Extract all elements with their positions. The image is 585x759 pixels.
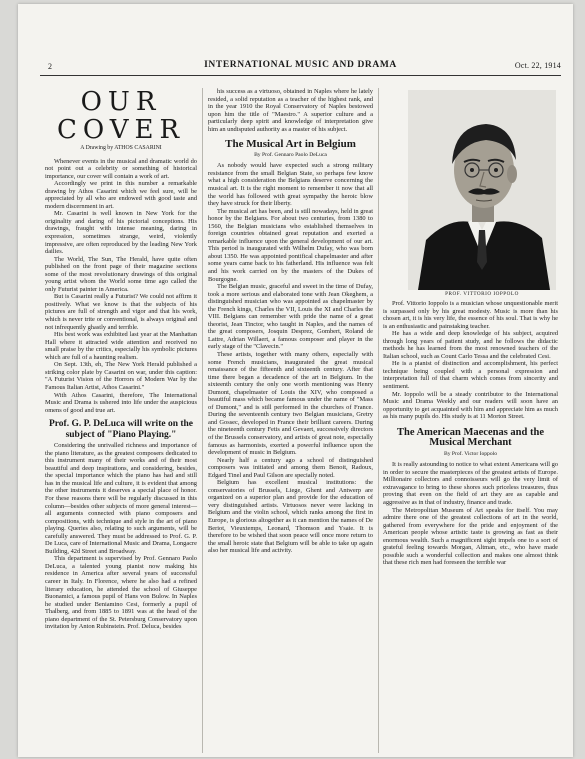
maecenas-paragraph: The Metropolitan Museum of Art speaks for itself. You may admire there one of the greatest collections of art in the world, gathered from everywhere for the pride and enjoyment of the American people whose artistic taste is growing as fast as their enormous wealth. Such a magnificent sight impels one to a sort of grateful feeling towards Morgan, Altman, etc., who have made possible such a wonderful collection and makes one almost think that these rich men had foreseen the terrible war	[383, 506, 558, 567]
belgium-paragraph: The Belgian music, graceful and sweet in the time of Dufay, took a more serious and elaborated tone with Jean Okeghem, a distinguished musician who was appointed as chapelmaster by the French kings, Charles the VII, Louis the XI and Charles the VIII. Belgians can remember with pride the name of a great theorist, Jean Tinctor, who taught in Naples, and the names of the great composers, Josquin Desprez, Gombert, Roland de Lattre, Adrian Willaert, a famous composer and player in the early stage of the "Clavecin."	[208, 283, 373, 351]
portrait-illustration	[408, 90, 556, 290]
cover-paragraph: Accordingly we print in this number a remarkable drawing by Athos Casarini which we feel sure, will be appreciated by all who are endowed with good taste and modern discernment in art.	[45, 180, 197, 210]
cover-byline: A Drawing by ATHOS CASARINI	[80, 145, 162, 151]
cover-paragraph: The World, The Sun, The Herald, have quite often published on the front page of their magazine sections some of the most revolutionary drawings of this original young artist whom the World some time ago called the only Futurist painter in America.	[45, 255, 197, 293]
cover-paragraph: But is Casarini really a Futurist? We could not affirm it positively. What we know is that the subjects of his pictures are full of strength and vigor and that his work, which is never trite or conventional, is always original and not infrequently ghastly and terrible.	[45, 293, 197, 331]
cover-paragraph: Mr. Casarini is well known in New York for the originality and daring of his pictorial conceptions. His drawings, fraught with intense meaning, daring in expression, sometimes strange, weird, violently impressive, are often reproduced by the leading New York dailies.	[45, 210, 197, 256]
cover-paragraph: With Athos Casarini, therefore, The International Music and Drama is ushered into life under the auspicious omens of good and true art.	[45, 391, 197, 414]
column-middle	[208, 88, 373, 555]
belgium-heading: The Musical Art in Belgium	[225, 138, 356, 151]
deluca-continued: his success as a virtuoso, obtained in Naples where he lately resided, a solid reputation as a teacher of the highest rank, and in the year 1910 the Royal Conservatory of Naples bestowed upon him the title of "Maestro." A superior culture and a particularly deep spirit and knowledge of interpretation give him an undisputed authority as a master of his subject.	[208, 88, 373, 133]
column-divider	[378, 88, 379, 753]
page-number: 2	[48, 62, 53, 71]
belgium-paragraph: Belgium has excellent musical institutions: the conservatories of Brussels, Liege, Ghent and Antwerp are organized on a superior plan and provide for the education of very distinguished artists. Virtuosos never were lacking in Belgium and the violin school, which ranks among the first in Europe, is glorious altogether as it can mention the names of De Beriot, Vieuxtemps, Leonard, Thomson and Ysaie. It is therefore to be wished that soon peace will once more return to the small heroic state that Belgium will be able to take up again also her musical life and activity.	[208, 479, 373, 555]
deluca-heading: Prof. G. P. DeLuca will write on the subject of "Piano Playing."	[48, 419, 194, 440]
column-divider	[202, 88, 203, 753]
deluca-paragraph: This department is supervised by Prof. Gennaro Paolo DeLuca, a talented young pianist now making his residence in America after several years of successful career in Italy. In Florence, where he also had a refined literary education, he attended the school of Giuseppe Buonamici, a famous pupil of Hans von Bulow. In Naples he studied under Beniamino Cesi, formerly a pupil of Thalberg, and from 1885 to 1891 was at the head of the piano department of the St. Petersburg Conservatory upon invitation by Anton Rubinstein. Prof. Deluca, besides	[45, 555, 197, 631]
maecenas-byline: By Prof. Victor Ioppolo	[443, 450, 497, 457]
cover-paragraph: Whenever events in the musical and dramatic world do not point out a celebrity or something of historical importance, our cover will contain a work of art.	[45, 157, 197, 180]
ioppolo-paragraph: Mr. Ioppolo will be a steady contributor to the International Music and Drama Weekly and our readers will soon have an opportunity to get acquainted with him and appreciate him as much as his many pupils do. His study is at 11 Morton Street.	[383, 390, 558, 421]
header-rule	[40, 75, 561, 76]
belgium-paragraph: The musical art has been, and is still nowadays, held in great honor by the Belgians. For about two centuries, from 1380 to 1560, the Belgian musicians who established themselves in foreign countries obtained great reputation and exerted a remarkable influence upon the general development of our art. This period is inaugurated with Wilhelm Dufay, who was born about 1350. He was appointed pontifical chapelmaster and after some years came back to his fatherland. His influence was felt and his work carried on by the masters of the Dukes of Bourgogne.	[208, 207, 373, 283]
publication-title: INTERNATIONAL MUSIC AND DRAMA	[204, 60, 397, 70]
ioppolo-paragraph: He is a pianist of distinction and accomplishment, his perfect technique being coupled with a personal expression and interpretation full of that charm which comes from sincerity and sentiment.	[383, 360, 558, 391]
cover-paragraph: On Sept. 13th, eh, The New York Herald published a striking color plate by Casarini on war, under this caption: "A Futurist Vision of the Horrors of Modern War by the Famous Italian Artist, Athos Casarini."	[45, 361, 197, 391]
magazine-page	[18, 4, 573, 757]
cover-title: OUR COVER	[56, 87, 186, 145]
belgium-paragraph: These artists, together with many others, especially with some French musicians, inaugurated the great musical renaissance of the fifteenth and sixteenth century. After that time there began a decadence of the art in Belgium. In the sixteenth century the only one worth mentioning was Henry Dumont, chapelmaster of Louis the XIV, who composed a beautiful mass which became famous under the name of "Mass of Dumont," and is still performed in the churches of France. During the seventeenth century two Belgian musicians, Gretry and Gossec, developed in France their brilliant careers. During the nineteenth century Fetis and Gevaert, successively directors of the Brussels conservatory, and artists of great note, especially famous as harmonists, exerted a powerful influence upon the development of music in Belgium.	[208, 351, 373, 457]
portrait-photo	[408, 90, 556, 290]
column-right	[383, 300, 558, 567]
belgium-byline: By Prof. Gennaro Paolo DeLuca	[254, 151, 327, 158]
deluca-paragraph: Considering the unrivalled richness and importance of the piano literature, as the greatest composers dedicated to this instrument many of their works and of their most beautiful and deep inspirations, and considering, besides, the special importance which the piano has had and still has in the musical life and culture, it is evident that among the other instruments it deserves a special place of honor. For these reasons there will be regularly discussed in this column—besides other subjects of more general interest—all arguments connected with piano composers and compositions, with technique and style in the art of piano playing. Queries also, relating to such arguments, will be carefully answered. They must be addressed to Prof. G. P. De Luca, care of International Music and Drama, Longacre Building, 42d Street and Broadway.	[45, 442, 197, 555]
maecenas-heading: The American Maecenas and the Musical Merchant	[397, 426, 544, 449]
belgium-paragraph: As nobody would have expected such a strong military resistance from the small Belgian State, so perhaps few know what a high consideration the Belgians deserve concerning the musical art. It is the right moment to remember it now that all the world has followed with great sympathy the heroic blow they have struck for their liberty.	[208, 162, 373, 208]
portrait-caption: PROF. VITTORIO IOPPOLO	[445, 291, 519, 297]
ioppolo-paragraph: He has a wide and deep knowledge of his subject, acquired through long years of patient study, and he follows the didactic methods he has learned from the most renowned teachers of the Italian school, such as Count Carlo Tessa and the celebrated Cesi.	[383, 330, 558, 360]
cover-paragraph: His best work was exhibited last year at the Manhattan Hall where it attracted wide attention and received no small praise by the critics, especially his symbolic pictures which are full of a haunting realism.	[45, 331, 197, 361]
page-header	[40, 60, 561, 74]
ioppolo-paragraph: Prof. Vittorio Ioppolo is a musician whose unquestionable merit is surpassed only by his great modesty. Music is more than his chosen art, it is his very life, the essence of his soul. That is why he is an enthusiastic and painstaking teacher.	[383, 300, 558, 330]
maecenas-paragraph: It is really astounding to notice to what extent Americans will go in order to secure the masterpieces of the greatest artists of Europe. Millionaire collectors and connoisseurs will go the very limit of extravagance to bring to these shores such priceless treasures, thus proving that even on the field of art they are as capable and aggressive as in that of industry, finance and trade.	[383, 461, 558, 507]
issue-date: Oct. 22, 1914	[514, 61, 561, 70]
column-left	[45, 88, 197, 631]
belgium-paragraph: Nearly half a century ago a school of distinguished composers was initiated and among them Benoit, Radoux, Edgard Tinel and Paul Gilson are specially noted.	[208, 456, 373, 479]
